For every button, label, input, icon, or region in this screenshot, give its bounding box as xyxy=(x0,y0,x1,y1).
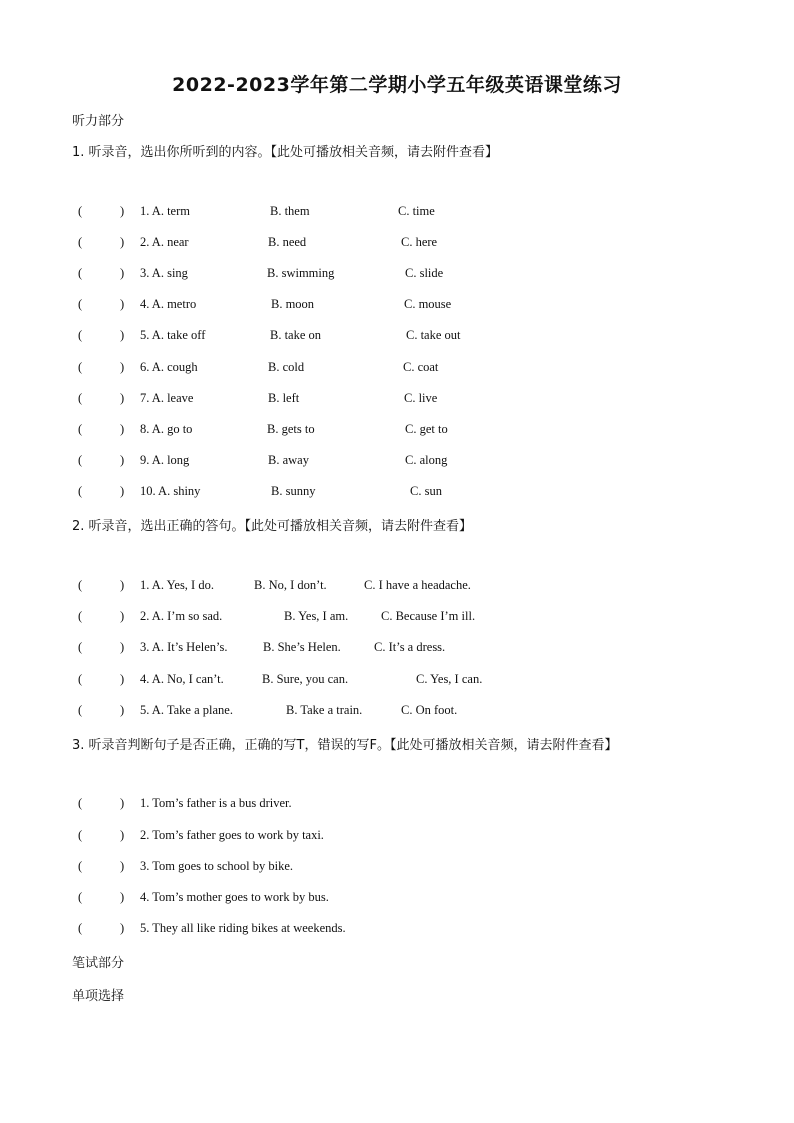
answer-paren-close: ) xyxy=(120,921,125,935)
answer-paren-close: ) xyxy=(120,578,125,592)
answer-paren-close: ) xyxy=(120,235,125,249)
question-row xyxy=(0,609,794,629)
answer-paren-open: ( xyxy=(78,703,83,717)
option-c: C. live xyxy=(404,391,438,405)
written-heading: 笔试部分 xyxy=(72,956,125,971)
single-choice-heading: 单项选择 xyxy=(72,989,125,1004)
statement-row xyxy=(0,828,794,848)
option-b: B. No, I don’t. xyxy=(254,578,327,592)
answer-paren-close: ) xyxy=(120,609,125,623)
statement-text: 2. Tom’s father goes to work by taxi. xyxy=(140,828,324,842)
question-row xyxy=(0,360,794,380)
question-row xyxy=(0,297,794,317)
option-a: 5. A. take off xyxy=(140,328,206,342)
question-row xyxy=(0,422,794,442)
option-c: C. It’s a dress. xyxy=(374,640,446,654)
answer-paren-open: ( xyxy=(78,859,83,873)
answer-paren-open: ( xyxy=(78,297,83,311)
answer-paren-open: ( xyxy=(78,266,83,280)
option-c: C. coat xyxy=(403,360,439,374)
option-b: B. moon xyxy=(271,297,315,311)
option-a: 3. A. sing xyxy=(140,266,188,280)
question-row xyxy=(0,703,794,723)
listening-heading: 听力部分 xyxy=(72,114,125,129)
option-c: C. along xyxy=(405,453,448,467)
answer-paren-close: ) xyxy=(120,391,125,405)
option-c: C. Yes, I can. xyxy=(416,672,483,686)
answer-paren-open: ( xyxy=(78,609,83,623)
option-b: B. She’s Helen. xyxy=(263,640,341,654)
option-a: 9. A. long xyxy=(140,453,190,467)
option-c: C. I have a headache. xyxy=(364,578,471,592)
answer-paren-open: ( xyxy=(78,890,83,904)
option-b: B. swimming xyxy=(267,266,335,280)
answer-paren-close: ) xyxy=(120,859,125,873)
answer-paren-open: ( xyxy=(78,422,83,436)
option-c: C. get to xyxy=(405,422,448,436)
answer-paren-close: ) xyxy=(120,828,125,842)
option-b: B. take on xyxy=(270,328,322,342)
answer-paren-close: ) xyxy=(120,328,125,342)
answer-paren-open: ( xyxy=(78,328,83,342)
option-b: B. Sure, you can. xyxy=(262,672,349,686)
option-c: C. mouse xyxy=(404,297,452,311)
answer-paren-close: ) xyxy=(120,204,125,218)
question-row xyxy=(0,391,794,411)
option-b: B. them xyxy=(270,204,310,218)
answer-paren-open: ( xyxy=(78,391,83,405)
question-row xyxy=(0,453,794,473)
option-c: C. Because I’m ill. xyxy=(381,609,476,623)
answer-paren-close: ) xyxy=(120,422,125,436)
option-b: B. away xyxy=(268,453,309,467)
question-row xyxy=(0,328,794,348)
answer-paren-close: ) xyxy=(120,890,125,904)
section-3-instruction: 3. 听录音判断句子是否正确，正确的写T，错误的写F。【此处可播放相关音频，请去附件查看】 xyxy=(72,738,618,753)
answer-paren-close: ) xyxy=(120,453,125,467)
option-c: C. time xyxy=(398,204,435,218)
question-row xyxy=(0,266,794,286)
option-a: 1. A. term xyxy=(140,204,190,218)
answer-paren-close: ) xyxy=(120,360,125,374)
option-a: 4. A. No, I can’t. xyxy=(140,672,224,686)
answer-paren-close: ) xyxy=(120,703,125,717)
statement-row xyxy=(0,859,794,879)
option-b: B. cold xyxy=(268,360,305,374)
answer-paren-open: ( xyxy=(78,235,83,249)
answer-paren-close: ) xyxy=(120,297,125,311)
option-b: B. need xyxy=(268,235,307,249)
option-a: 2. A. near xyxy=(140,235,189,249)
answer-paren-open: ( xyxy=(78,828,83,842)
section-2-instruction: 2. 听录音，选出正确的答句。【此处可播放相关音频，请去附件查看】 xyxy=(72,519,473,534)
answer-paren-close: ) xyxy=(120,640,125,654)
option-b: B. sunny xyxy=(271,484,316,498)
statement-row xyxy=(0,890,794,910)
answer-paren-close: ) xyxy=(120,796,125,810)
option-a: 5. A. Take a plane. xyxy=(140,703,233,717)
statement-text: 4. Tom’s mother goes to work by bus. xyxy=(140,890,329,904)
statement-text: 1. Tom’s father is a bus driver. xyxy=(140,796,292,810)
answer-paren-open: ( xyxy=(78,578,83,592)
option-b: B. Take a train. xyxy=(286,703,363,717)
option-a: 1. A. Yes, I do. xyxy=(140,578,214,592)
page-title: 2022-2023学年第二学期小学五年级英语课堂练习 xyxy=(172,74,622,96)
option-a: 10. A. shiny xyxy=(140,484,201,498)
option-b: B. gets to xyxy=(267,422,315,436)
option-b: B. Yes, I am. xyxy=(284,609,349,623)
answer-paren-close: ) xyxy=(120,484,125,498)
option-a: 6. A. cough xyxy=(140,360,198,374)
question-row xyxy=(0,204,794,224)
option-c: C. take out xyxy=(406,328,461,342)
answer-paren-open: ( xyxy=(78,453,83,467)
answer-paren-open: ( xyxy=(78,640,83,654)
answer-paren-open: ( xyxy=(78,796,83,810)
answer-paren-open: ( xyxy=(78,484,83,498)
option-c: C. On foot. xyxy=(401,703,458,717)
option-a: 4. A. metro xyxy=(140,297,197,311)
answer-paren-open: ( xyxy=(78,921,83,935)
statement-row xyxy=(0,921,794,941)
option-a: 7. A. leave xyxy=(140,391,194,405)
option-a: 8. A. go to xyxy=(140,422,193,436)
statement-row xyxy=(0,796,794,816)
answer-paren-open: ( xyxy=(78,672,83,686)
option-a: 2. A. I’m so sad. xyxy=(140,609,223,623)
option-b: B. left xyxy=(268,391,300,405)
section-1-instruction: 1. 听录音，选出你所听到的内容。【此处可播放相关音频，请去附件查看】 xyxy=(72,145,499,160)
answer-paren-open: ( xyxy=(78,360,83,374)
option-c: C. here xyxy=(401,235,438,249)
answer-paren-close: ) xyxy=(120,266,125,280)
option-a: 3. A. It’s Helen’s. xyxy=(140,640,228,654)
answer-paren-close: ) xyxy=(120,672,125,686)
question-row xyxy=(0,640,794,660)
question-row xyxy=(0,578,794,598)
question-row xyxy=(0,672,794,692)
option-c: C. slide xyxy=(405,266,444,280)
statement-text: 5. They all like riding bikes at weekends. xyxy=(140,921,346,935)
statement-text: 3. Tom goes to school by bike. xyxy=(140,859,294,873)
question-row xyxy=(0,235,794,255)
option-c: C. sun xyxy=(410,484,442,498)
question-row xyxy=(0,484,794,504)
answer-paren-open: ( xyxy=(78,204,83,218)
